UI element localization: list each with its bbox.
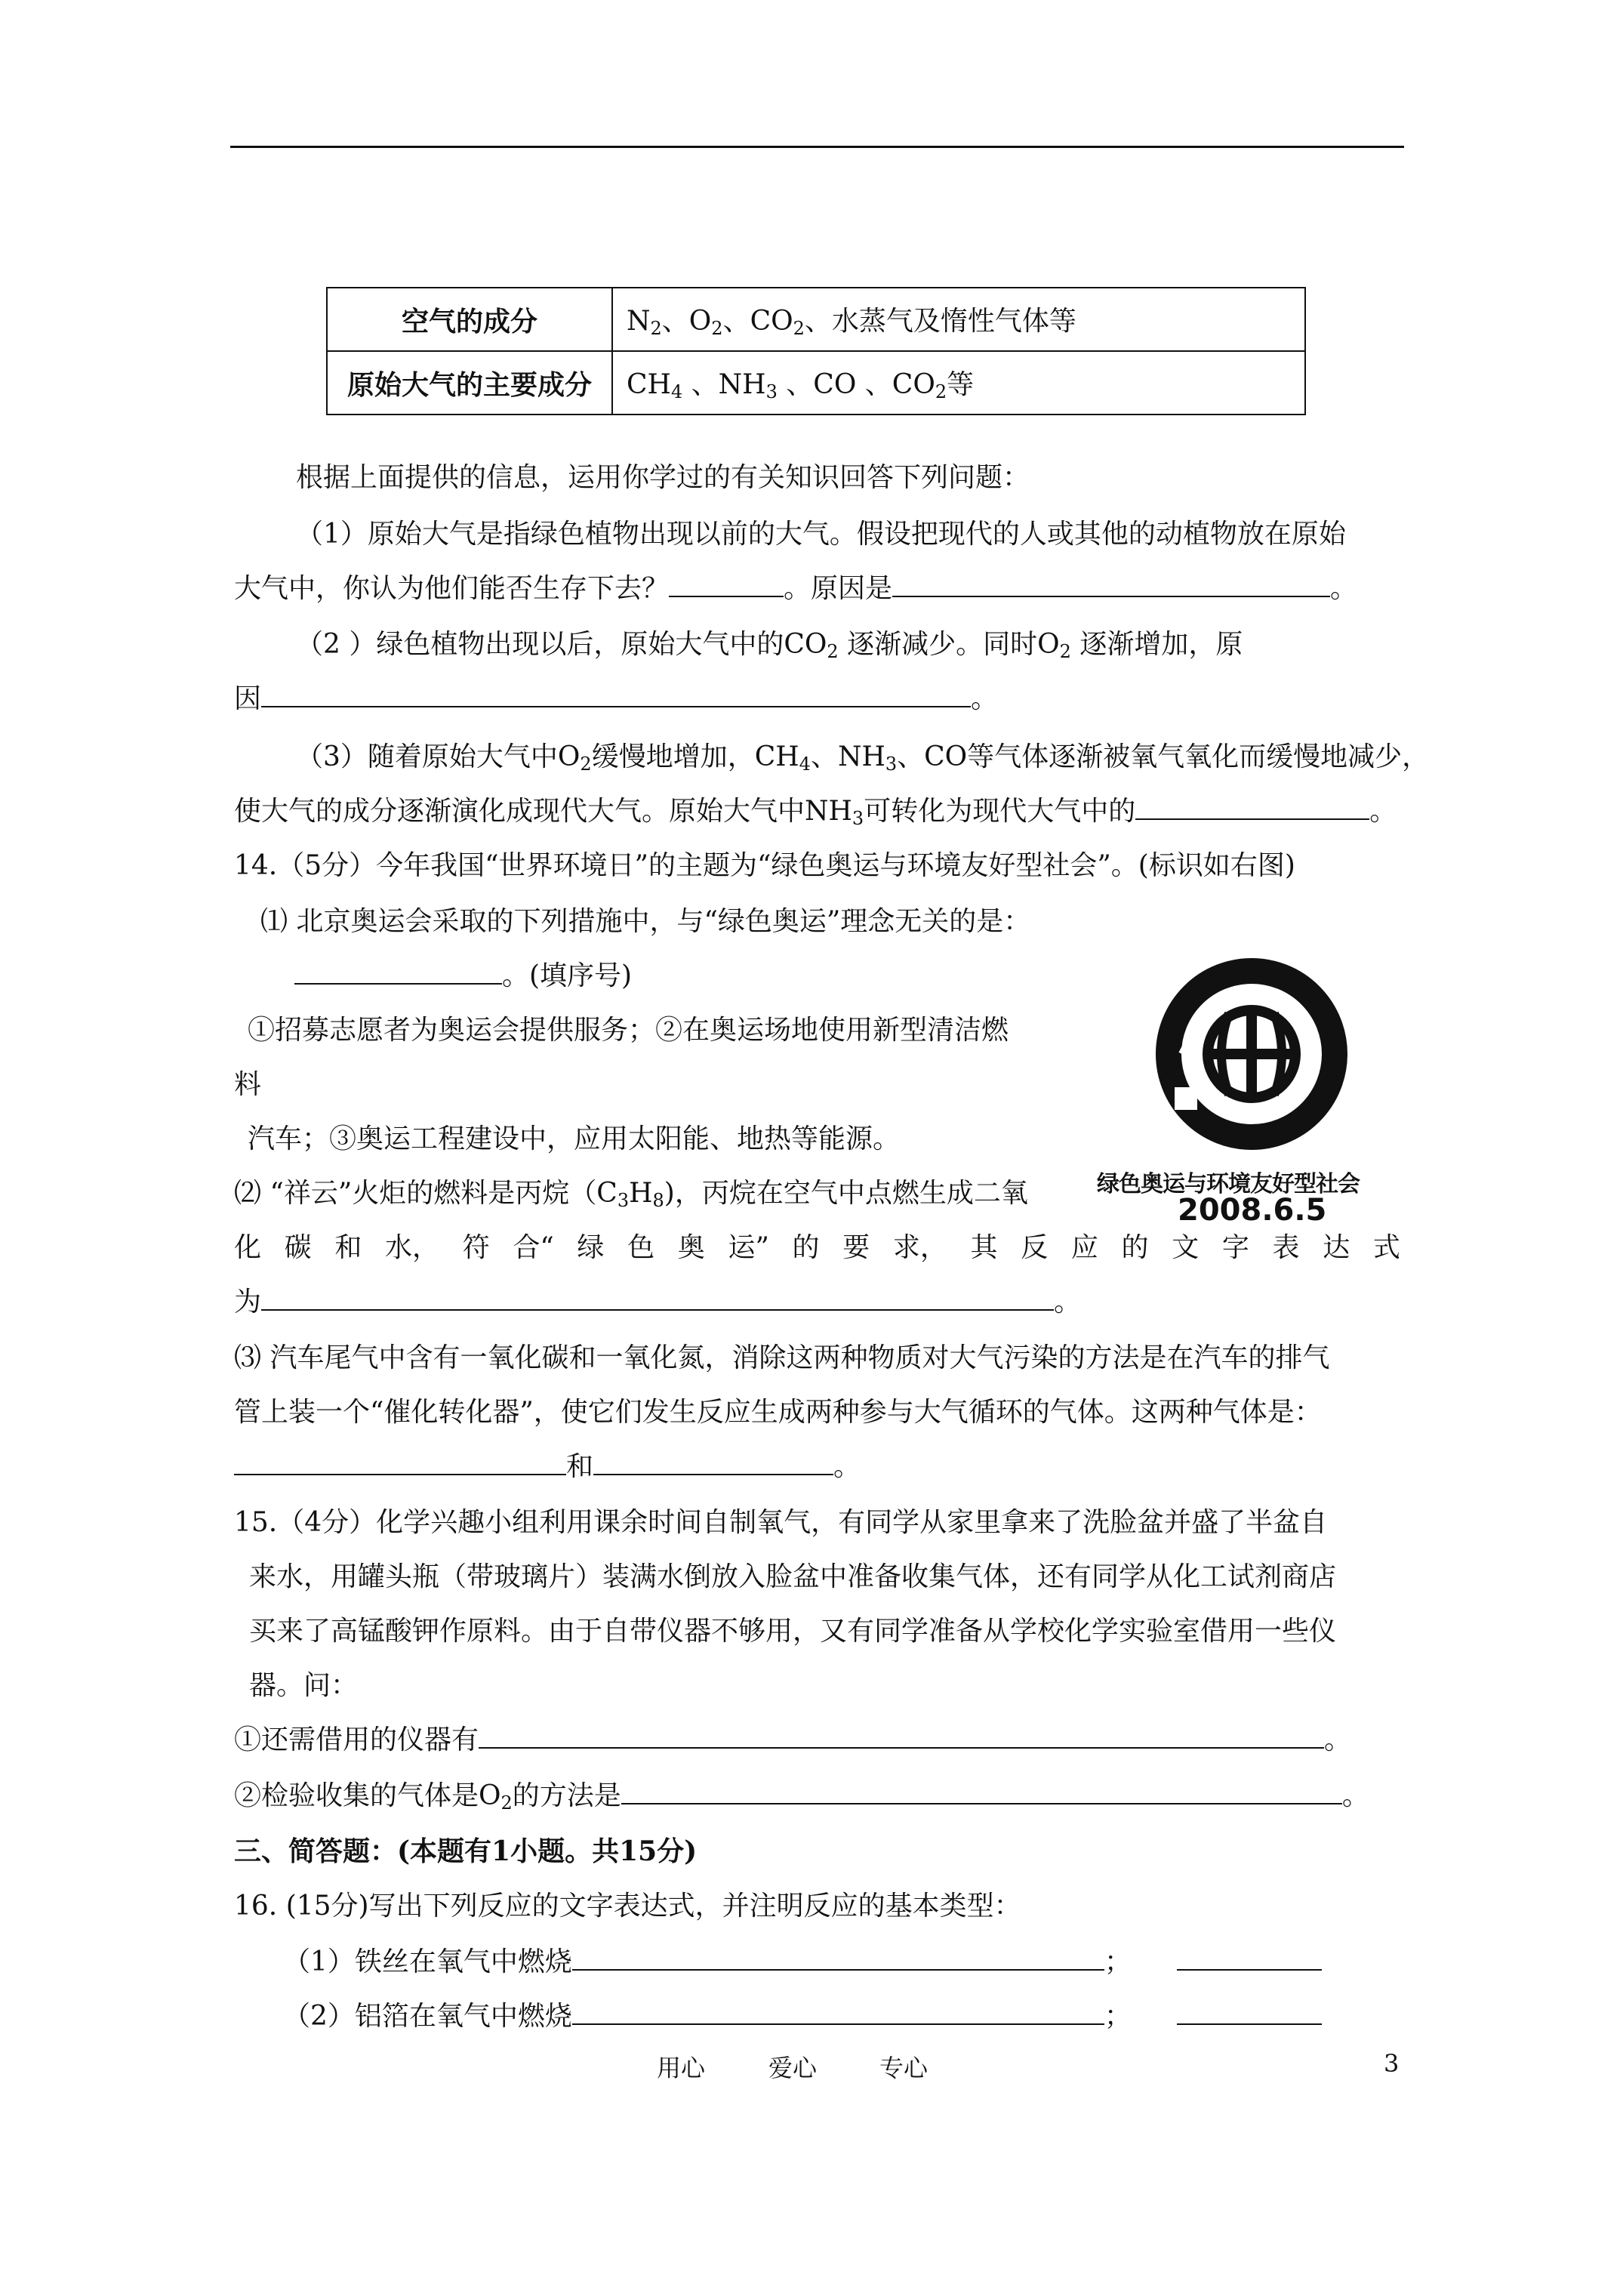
table-value: $CH_4$ 、$NH_3$ 、CO 、$CO_2$等 <box>612 351 1305 415</box>
q16-1-prompt: （1）铁丝在氧气中燃烧 <box>283 1946 572 1977</box>
logo-caption: 绿色奥运与环境友好型社会 <box>1097 1171 1360 1197</box>
text-char: 色 <box>627 1232 655 1263</box>
q14-part3-line1: ⑶ 汽车尾气中含有一氧化碳和一氧化氮，消除这两种物质对大气污染的方法是在汽车的排气 <box>234 1342 1330 1373</box>
text-char: 奥 <box>677 1232 705 1263</box>
q1-line1: （1）原始大气是指绿色植物出现以前的大气。假设把现代的人或其他的动植物放在原始 <box>296 519 1346 550</box>
period: 。 <box>971 683 999 714</box>
q14-part1-blank[interactable] <box>294 957 502 985</box>
text-char: 的 <box>792 1232 820 1263</box>
q1-reason-blank[interactable] <box>892 570 1330 597</box>
table-label: 空气的成分 <box>327 288 612 351</box>
q16-1-equation-blank[interactable] <box>572 1943 1104 1971</box>
text-char: 水， <box>385 1232 440 1263</box>
text-char: 达 <box>1323 1232 1350 1263</box>
text-char: 符 <box>462 1232 490 1263</box>
q16-1-type-blank[interactable] <box>1177 1943 1322 1971</box>
q16-item1 <box>283 1940 1322 1979</box>
header-rule <box>230 146 1404 148</box>
text-char: 应 <box>1070 1232 1098 1263</box>
table-row <box>327 288 1305 351</box>
q2-line1: （2 ）绿色植物出现以后，原始大气中的$CO_2$ 逐渐减少。同时$O_2$ 逐渐增加，原 <box>296 629 1243 662</box>
q15-b-prompt: ②检验收集的气体是$O_2$的方法是 <box>234 1780 621 1814</box>
q14-part1: ⑴ 北京奥运会采取的下列措施中，与“绿色奥运”理念无关的是： <box>260 906 1031 937</box>
q1-reason-label: 。原因是 <box>784 573 893 604</box>
q15-line1: 15.（4分）化学兴趣小组利用课余时间自制氧气，有同学从家里拿来了洗脸盆并盛了半盆自 <box>234 1507 1328 1538</box>
table-row <box>327 351 1305 415</box>
page-number: 3 <box>1384 2049 1400 2078</box>
period: 。 <box>1369 796 1397 827</box>
q14-part3-line2: 管上装一个“催化转化器”，使它们发生反应生成两种参与大气循环的气体。这两种气体是： <box>234 1397 1322 1428</box>
q14-part2-blank[interactable] <box>261 1284 1054 1311</box>
semicolon: ； <box>1104 2001 1132 2032</box>
fill-hint: 。(填序号) <box>502 960 633 991</box>
q16-2-type-blank[interactable] <box>1177 1998 1322 2025</box>
intro-text: 根据上面提供的信息，运用你学过的有关知识回答下列问题： <box>296 462 1030 493</box>
q15-part-a <box>234 1718 1351 1757</box>
text-char: 式 <box>1372 1232 1400 1263</box>
text-char: 化 <box>234 1232 262 1263</box>
logo-date: 2008.6.5 <box>1178 1193 1327 1228</box>
and-text: 和 <box>566 1451 594 1482</box>
q14-part3-line3 <box>234 1445 861 1484</box>
q14-options-a: ①招募志愿者为奥运会提供服务；②在奥运场地使用新型清洁燃 <box>248 1015 1009 1046</box>
section-3-heading: 三、简答题：(本题有1小题。共15分) <box>234 1835 698 1867</box>
q15-part-b <box>234 1774 1369 1814</box>
q3-prompt: 使大气的成分逐渐演化成现代大气。原始大气中$NH_3$可转化为现代大气中的 <box>234 796 1136 829</box>
footer-item: 爱心 <box>768 2054 818 2082</box>
text-char: 表 <box>1272 1232 1300 1263</box>
text-char: 合“ <box>513 1232 554 1263</box>
period: 。 <box>1341 1780 1369 1811</box>
q1-prompt: 大气中，你认为他们能否生存下去？ <box>234 573 670 604</box>
footer-item: 专心 <box>879 2054 929 2082</box>
table-value: $N_2$、$O_2$、$CO_2$、水蒸气及惰性气体等 <box>612 288 1305 351</box>
period: 。 <box>833 1451 861 1482</box>
q1-line2 <box>234 567 1357 606</box>
q14-part2-line1: ⑵ “祥云”火炬的燃料是丙烷$(C_3H_8)$，丙烷在空气中点燃生成二氧 <box>234 1178 1028 1211</box>
text-char: 绿 <box>577 1232 605 1263</box>
q16-item2 <box>283 1995 1322 2033</box>
q2-prompt: 因 <box>234 683 262 714</box>
q15-line2: 来水，用罐头瓶（带玻璃片）装满水倒放入脸盆中准备收集气体，还有同学从化工试剂商店 <box>249 1561 1337 1592</box>
text-char: 字 <box>1221 1232 1249 1263</box>
text-char: 求， <box>892 1232 947 1263</box>
period: 。 <box>1324 1724 1352 1755</box>
text-char: 文 <box>1172 1232 1200 1263</box>
text-char: 运” <box>728 1232 769 1263</box>
text-char: 的 <box>1121 1232 1149 1263</box>
q14-part2-line2 <box>234 1226 1400 1265</box>
semicolon: ； <box>1104 1946 1132 1977</box>
footer-item: 用心 <box>657 2054 706 2082</box>
q16-2-equation-blank[interactable] <box>572 1998 1104 2025</box>
period: 。 <box>1330 573 1358 604</box>
q15-line3: 买来了高锰酸钾作原料。由于自带仪器不够用，又有同学准备从学校化学实验室借用一些仪 <box>249 1616 1337 1647</box>
q2-line2 <box>234 677 998 716</box>
q15-a-prompt: ①还需借用的仪器有 <box>234 1724 479 1755</box>
q14-options-c: 汽车；③奥运工程建设中，应用太阳能、地热等能源。 <box>248 1123 901 1154</box>
table-label: 原始大气的主要成分 <box>327 351 612 415</box>
q14-part2-prompt: 为 <box>234 1287 262 1318</box>
text-char: 和 <box>334 1232 362 1263</box>
period: 。 <box>1054 1287 1082 1318</box>
text-char: 碳 <box>284 1232 312 1263</box>
q3-answer-blank[interactable] <box>1135 793 1369 820</box>
text-char: 其 <box>970 1232 998 1263</box>
atmosphere-table <box>326 287 1306 415</box>
q2-answer-blank[interactable] <box>261 680 971 707</box>
q14-part2-line3 <box>234 1281 1081 1319</box>
q14-part1-answer <box>294 954 632 993</box>
q15-line4: 器。问： <box>249 1670 359 1701</box>
q1-answer-blank[interactable] <box>669 570 784 597</box>
q3-line1: （3）随着原始大气中$O_2$缓慢地增加，$CH_4$、$NH_3$、CO等气体逐渐被氧气氧化而缓慢地减少， <box>296 741 1430 775</box>
q14-heading: 14.（5分）今年我国“世界环境日”的主题为“绿色奥运与环境友好型社会”。(标识如右图) <box>234 850 1295 881</box>
q3-line2 <box>234 790 1397 829</box>
text-char: 反 <box>1021 1232 1049 1263</box>
text-char: 要 <box>842 1232 870 1263</box>
green-olympics-logo <box>1093 957 1410 1229</box>
q15-a-blank[interactable] <box>479 1721 1324 1749</box>
q14-gas2-blank[interactable] <box>593 1448 833 1475</box>
q14-gas1-blank[interactable] <box>234 1448 566 1475</box>
q16-heading: 16. (15分)写出下列反应的文字表达式，并注明反应的基本类型： <box>234 1891 1021 1922</box>
q16-2-prompt: （2）铝箔在氧气中燃烧 <box>283 2001 572 2032</box>
q15-b-blank[interactable] <box>621 1777 1342 1804</box>
q14-options-b: 料 <box>234 1069 262 1100</box>
